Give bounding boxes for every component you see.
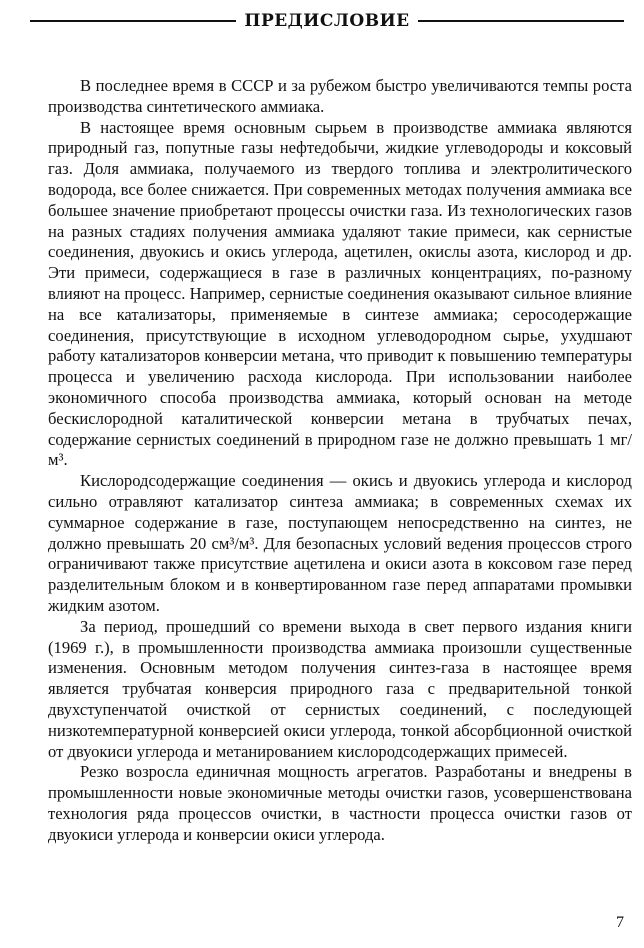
paragraph-unit-capacity: Резко возросла единичная мощность агрегатов. Разработаны и внедрены в промышленности новые экономичные методы очистки газов, усовершенствована технология ряда процессов очистки, в частности процесса очистки газов от двуокиси углерода и конверсии окиси углерода. xyxy=(48,762,632,844)
paragraph-intro: В последнее время в СССР и за рубежом быстро увеличиваются темпы роста производства синтетического аммиака. xyxy=(48,76,632,116)
body-text xyxy=(48,76,632,845)
page-number: 7 xyxy=(616,914,624,931)
header-rule-left xyxy=(30,20,236,22)
page-header xyxy=(30,6,624,36)
paragraph-oxygen-compounds: Кислородсодержащие соединения — окись и двуокись углерода и кислород сильно отравляют катализатор синтеза аммиака; в современных схемах их суммарное содержание в газе, поступающем непосредственно на синтез, не должно превышать 20 см³/м³. Для безопасных условий ведения процессов строго ограничивают также присутствие ацетилена и окиси азота в коксовом газе перед разделительным блоком и в конвертированном газе перед аппаратами промывки жидким азотом. xyxy=(48,471,632,615)
paragraph-industry-changes: За период, прошедший со времени выхода в свет первого издания книги (1969 г.), в промышленности производства аммиака произошли существенные изменения. Основным методом получения синтез-газа в настоящее время является трубчатая конверсия природного газа с предварительной тонкой двухступенчатой очисткой от сернистых соединений, с последующей низкотемпературной конверсией окиси углерода, тонкой абсорбционной очисткой от двуокиси углерода и метанированием кислородсодержащих примесей. xyxy=(48,616,632,761)
page-title: ПРЕДИСЛОВИЕ xyxy=(244,11,410,31)
paragraph-raw-materials: В настоящее время основным сырьем в производстве аммиака являются природный газ, попутные газы нефтедобычи, жидкие углеводороды и коксовый газ. Доля аммиака, получаемого из твердого топлива и электролитического водорода, все более снижается. При современных методах получения аммиака все большее значение приобретают процессы очистки газа. Из технологических газов на разных стадиях получения аммиака удаляют такие примеси, как сернистые соединения, двуокись и окись углерода, ацетилен, окислы азота, кислород и др. Эти примеси, содержащиеся в газе в различных концентрациях, по-разному влияют на процесс. Например, сернистые соединения оказывают сильное влияние на все катализаторы, применяемые в синтезе аммиака; серосодержащие соединения, присутствующие в исходном углеводородном сырье, ухудшают работу катализаторов конверсии метана, что приводит к повышению температуры процесса и увеличению расхода кислорода. При использовании наиболее экономичного способа производства аммиака, который основан на методе бескислородной каталитической конверсии метана в трубчатых печах, содержание сернистых соединений в природном газе не должно превышать 1 мг/м³. xyxy=(48,117,632,470)
header-rule-right xyxy=(418,20,624,22)
